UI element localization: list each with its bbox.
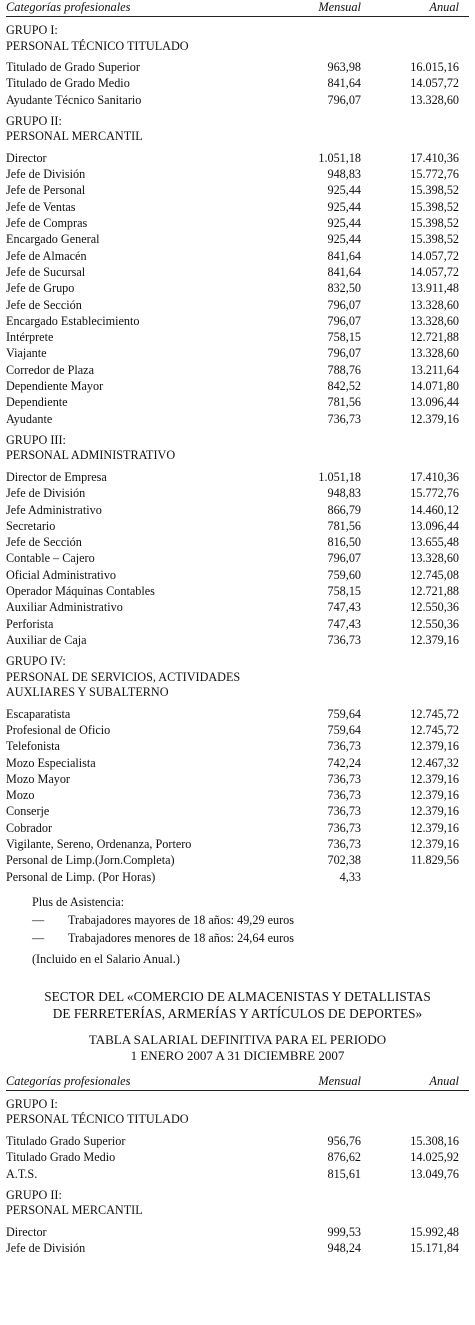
category-cell: Mozo <box>6 788 35 803</box>
table-row <box>6 394 469 410</box>
category-cell: Mozo Mayor <box>6 771 70 786</box>
group-section <box>6 114 469 427</box>
mensual-cell: 948,83 <box>327 167 361 182</box>
mensual-cell: 866,79 <box>327 502 361 517</box>
group-title <box>6 1188 469 1219</box>
category-cell: Titulado Grado Medio <box>6 1150 116 1165</box>
anual-cell: 12.467,32 <box>410 755 459 770</box>
mensual-cell: 832,50 <box>327 281 361 296</box>
mensual-cell: 758,15 <box>327 330 361 345</box>
table-row <box>6 632 469 648</box>
mensual-cell: 925,44 <box>327 232 361 247</box>
anual-cell: 13.211,64 <box>410 362 459 377</box>
table-row <box>6 534 469 550</box>
anual-cell <box>361 869 469 885</box>
mensual-cell: 796,07 <box>327 297 361 312</box>
table-row <box>6 738 469 754</box>
anual-cell: 14.057,72 <box>410 76 459 91</box>
category-cell: Jefe de División <box>6 486 86 501</box>
anual-cell: 14.025,92 <box>410 1150 459 1165</box>
table-row <box>6 599 469 615</box>
mensual-cell: 759,64 <box>327 706 361 721</box>
table-row <box>6 836 469 852</box>
group-title <box>6 433 469 464</box>
table-row <box>6 362 469 378</box>
category-cell: Titulado de Grado Medio <box>6 76 130 91</box>
category-cell: Ayudante <box>6 411 53 426</box>
mensual-cell: 736,73 <box>327 820 361 835</box>
table-row <box>6 469 469 485</box>
category-cell: Ayudante Técnico Sanitario <box>6 92 142 107</box>
group-title-line: GRUPO I: <box>6 23 58 37</box>
mensual-cell: 841,64 <box>327 76 361 91</box>
category-cell: A.T.S. <box>6 1166 38 1181</box>
group-title-line: GRUPO IV: <box>6 654 66 669</box>
header-rule <box>6 1090 469 1091</box>
group-title <box>6 23 469 54</box>
category-cell: Secretario <box>6 518 56 533</box>
category-cell: Encargado General <box>6 232 100 247</box>
mensual-cell: 4,33 <box>339 869 361 884</box>
tabla-line: 1 ENERO 2007 A 31 DICIEMBRE 2007 <box>130 1047 345 1063</box>
mensual-cell: 742,24 <box>327 755 361 770</box>
anual-cell: 16.015,16 <box>410 60 459 74</box>
anual-cell: 15.398,52 <box>410 232 459 247</box>
anual-cell: 12.550,36 <box>410 600 459 615</box>
group-section <box>6 1097 469 1182</box>
category-cell: Perforista <box>6 616 54 631</box>
mensual-cell: 796,07 <box>327 92 361 107</box>
table-row <box>6 502 469 518</box>
sector-heading <box>6 988 469 1022</box>
group-title-line: PERSONAL TÉCNICO TITULADO <box>6 38 189 53</box>
anual-cell: 12.721,88 <box>410 330 459 345</box>
anual-cell: 12.379,16 <box>410 739 459 754</box>
mensual-cell: 736,73 <box>327 771 361 786</box>
group-section <box>6 433 469 648</box>
anual-cell: 13.096,44 <box>410 518 459 533</box>
group-section <box>6 23 469 108</box>
table-row <box>6 803 469 819</box>
anual-cell: 15.171,84 <box>410 1241 459 1256</box>
group-title-line: PERSONAL MERCANTIL <box>6 129 143 144</box>
mensual-cell: 1.051,18 <box>318 469 361 484</box>
mensual-cell: 781,56 <box>327 395 361 410</box>
category-cell: Oficial Administrativo <box>6 567 117 582</box>
table-row <box>6 378 469 394</box>
category-cell: Conserje <box>6 804 50 819</box>
category-cell: Jefe de Sección <box>6 297 82 312</box>
bullet-dash: — <box>32 930 45 945</box>
group-title-line: PERSONAL MERCANTIL <box>6 1203 143 1218</box>
mensual-cell: 925,44 <box>327 199 361 214</box>
mensual-cell: 781,56 <box>327 518 361 533</box>
table-row <box>6 787 469 803</box>
anual-cell: 13.328,60 <box>410 346 459 361</box>
table-row <box>6 199 469 215</box>
anual-cell: 15.772,76 <box>410 167 459 182</box>
category-cell: Auxiliar Administrativo <box>6 600 123 615</box>
mensual-cell: 956,76 <box>327 1133 361 1148</box>
anual-cell: 11.829,56 <box>410 853 459 868</box>
category-cell: Personal de Limp.(Jorn.Completa) <box>6 853 175 868</box>
table-row <box>6 59 469 75</box>
sector-line: SECTOR DEL «COMERCIO DE ALMACENISTAS Y DETALLISTAS <box>44 988 431 1004</box>
group-title-line: AUXLIARES Y SUBALTERNO <box>6 685 169 700</box>
mensual-cell: 963,98 <box>327 60 361 74</box>
anual-cell: 15.772,76 <box>410 486 459 501</box>
category-cell: Jefe de Grupo <box>6 281 75 296</box>
category-cell: Profesional de Oficio <box>6 723 111 737</box>
anual-cell: 13.655,48 <box>410 535 459 550</box>
category-cell: Mozo Especialista <box>6 755 96 770</box>
table-row <box>6 248 469 264</box>
table-row <box>6 297 469 313</box>
notes-footnote: (Incluido en el Salario Anual.) <box>32 951 180 966</box>
table-row <box>6 329 469 345</box>
group-title <box>6 654 469 701</box>
category-cell: Intérprete <box>6 330 54 345</box>
mensual-cell: 796,07 <box>327 346 361 361</box>
anual-cell: 13.328,60 <box>410 551 459 566</box>
anual-cell: 12.745,72 <box>410 723 459 737</box>
anual-cell: 15.398,52 <box>410 183 459 198</box>
category-cell: Personal de Limp. (Por Horas) <box>6 869 156 884</box>
table-row <box>6 166 469 182</box>
mensual-cell: 702,38 <box>327 853 361 868</box>
category-cell: Titulado de Grado Superior <box>6 60 140 74</box>
anual-cell: 12.379,16 <box>410 804 459 819</box>
group-title-line: GRUPO I: <box>6 1096 58 1111</box>
mensual-cell: 796,07 <box>327 551 361 566</box>
anual-cell: 12.379,16 <box>410 820 459 835</box>
salary-table-2006 <box>6 23 469 885</box>
mensual-cell: 736,73 <box>327 739 361 754</box>
anual-cell: 14.460,12 <box>410 502 459 517</box>
category-cell: Contable – Cajero <box>6 551 95 566</box>
mensual-cell: 925,44 <box>327 183 361 198</box>
header-categorias: Categorías profesionales <box>6 1073 131 1088</box>
header-anual: Anual <box>429 0 459 14</box>
anual-cell: 17.410,36 <box>410 150 459 165</box>
mensual-cell: 736,73 <box>327 804 361 819</box>
notes-bullet <box>32 929 469 947</box>
category-cell: Jefe de Sucursal <box>6 264 86 279</box>
table-row <box>6 411 469 427</box>
mensual-cell: 736,73 <box>327 632 361 647</box>
table-header <box>6 0 469 15</box>
category-cell: Cobrador <box>6 820 53 835</box>
anual-cell: 13.328,60 <box>410 313 459 328</box>
table-row <box>6 92 469 108</box>
mensual-cell: 736,73 <box>327 788 361 803</box>
table-row <box>6 771 469 787</box>
bullet-dash: — <box>32 912 45 927</box>
anual-cell: 12.379,16 <box>410 411 459 426</box>
mensual-cell: 876,62 <box>327 1150 361 1165</box>
anual-cell: 15.398,52 <box>410 216 459 231</box>
category-cell: Operador Máquinas Contables <box>6 584 155 599</box>
anual-cell: 13.328,60 <box>410 92 459 107</box>
mensual-cell: 747,43 <box>327 616 361 631</box>
table-row <box>6 485 469 501</box>
mensual-cell: 747,43 <box>327 600 361 615</box>
tabla-heading <box>6 1032 469 1064</box>
category-cell: Encargado Establecimiento <box>6 313 140 328</box>
anual-cell: 17.410,36 <box>410 469 459 484</box>
category-cell: Titulado Grado Superior <box>6 1133 126 1148</box>
table-row <box>6 852 469 868</box>
table-row <box>6 280 469 296</box>
category-cell: Telefonista <box>6 739 60 754</box>
anual-cell: 13.328,60 <box>410 297 459 312</box>
table-row <box>6 345 469 361</box>
category-cell: Jefe de Compras <box>6 216 88 231</box>
table-row <box>6 706 469 722</box>
group-title-line: PERSONAL TÉCNICO TITULADO <box>6 1112 189 1127</box>
table-row <box>6 1240 469 1256</box>
anual-cell: 13.911,48 <box>410 281 459 296</box>
category-cell: Director de Empresa <box>6 469 107 484</box>
category-cell: Corredor de Plaza <box>6 362 94 377</box>
mensual-cell: 788,76 <box>327 362 361 377</box>
anual-cell: 12.721,88 <box>410 584 459 599</box>
table-row <box>6 1166 469 1182</box>
mensual-cell: 1.051,18 <box>318 150 361 165</box>
category-cell: Jefe de División <box>6 167 86 182</box>
category-cell: Jefe de Almacén <box>6 248 87 263</box>
mensual-cell: 759,64 <box>327 723 361 737</box>
anual-cell: 15.398,52 <box>410 199 459 214</box>
mensual-cell: 925,44 <box>327 216 361 231</box>
header-categorias: Categorías profesionales <box>6 0 131 14</box>
mensual-cell: 841,64 <box>327 264 361 279</box>
table-row <box>6 518 469 534</box>
notes-bullet <box>32 911 469 929</box>
header-mensual: Mensual <box>318 0 361 14</box>
category-cell: Jefe de Ventas <box>6 199 76 214</box>
mensual-cell: 948,24 <box>327 1241 361 1256</box>
table-row <box>6 231 469 247</box>
group-title-line: PERSONAL ADMINISTRATIVO <box>6 448 176 463</box>
mensual-cell: 816,50 <box>327 535 361 550</box>
anual-cell: 12.550,36 <box>410 616 459 631</box>
anual-cell: 12.379,16 <box>410 837 459 852</box>
table-row <box>6 264 469 280</box>
category-cell: Jefe de Sección <box>6 535 82 550</box>
notes-title: Plus de Asistencia: <box>32 894 125 909</box>
anual-cell: 14.057,72 <box>410 248 459 263</box>
table-row <box>6 869 469 885</box>
table-row <box>6 755 469 771</box>
table-row <box>6 583 469 599</box>
anual-cell: 12.745,08 <box>410 567 459 582</box>
bullet-text: Trabajadores mayores de 18 años: 49,29 euros <box>68 912 294 927</box>
anual-cell: 12.745,72 <box>410 706 459 721</box>
category-cell: Director <box>6 1224 47 1239</box>
group-title-line: GRUPO II: <box>6 113 62 128</box>
table-row <box>6 550 469 566</box>
table-row <box>6 722 469 738</box>
table-row <box>6 150 469 166</box>
mensual-cell: 796,07 <box>327 313 361 328</box>
table-row <box>6 616 469 632</box>
category-cell: Auxiliar de Caja <box>6 632 87 647</box>
table-row <box>6 567 469 583</box>
table-row <box>6 215 469 231</box>
anual-cell: 15.308,16 <box>410 1133 459 1148</box>
group-title <box>6 1097 469 1128</box>
group-section <box>6 654 469 885</box>
category-cell: Dependiente <box>6 395 68 410</box>
salary-table-2007 <box>6 1097 469 1256</box>
anual-cell: 14.057,72 <box>410 264 459 279</box>
sector-line: DE FERRETERÍAS, ARMERÍAS Y ARTÍCULOS DE DEPORTES» <box>52 1005 423 1021</box>
tabla-line: TABLA SALARIAL DEFINITIVA PARA EL PERIODO <box>88 1031 387 1047</box>
table-row <box>6 75 469 91</box>
group-section <box>6 1188 469 1257</box>
group-title-line: GRUPO II: <box>6 1187 62 1202</box>
category-cell: Jefe Administrativo <box>6 502 102 517</box>
table-row <box>6 820 469 836</box>
table-row <box>6 313 469 329</box>
table-header <box>6 1074 469 1089</box>
table-row <box>6 182 469 198</box>
mensual-cell: 759,60 <box>327 567 361 582</box>
anual-cell: 12.379,16 <box>410 632 459 647</box>
category-cell: Director <box>6 150 47 165</box>
category-cell: Vigilante, Sereno, Ordenanza, Portero <box>6 837 192 852</box>
bullet-text: Trabajadores menores de 18 años: 24,64 euros <box>68 930 294 945</box>
anual-cell: 14.071,80 <box>410 379 459 394</box>
mensual-cell: 736,73 <box>327 411 361 426</box>
mensual-cell: 758,15 <box>327 584 361 599</box>
table-row <box>6 1133 469 1149</box>
group-title-line: PERSONAL DE SERVICIOS, ACTIVIDADES <box>6 669 241 684</box>
mensual-cell: 841,64 <box>327 248 361 263</box>
anual-cell: 12.379,16 <box>410 788 459 803</box>
table-row <box>6 1224 469 1240</box>
category-cell: Jefe de División <box>6 1241 86 1256</box>
header-anual: Anual <box>429 1073 459 1088</box>
header-rule <box>6 16 469 17</box>
mensual-cell: 736,73 <box>327 837 361 852</box>
mensual-cell: 948,83 <box>327 486 361 501</box>
group-title-line: GRUPO III: <box>6 432 66 447</box>
category-cell: Escaparatista <box>6 706 71 721</box>
category-cell: Viajante <box>6 346 47 361</box>
plus-asistencia-notes <box>6 893 469 968</box>
anual-cell: 13.049,76 <box>410 1166 459 1181</box>
anual-cell: 13.096,44 <box>410 395 459 410</box>
header-mensual: Mensual <box>318 1073 361 1088</box>
mensual-cell: 999,53 <box>327 1224 361 1239</box>
mensual-cell: 815,61 <box>327 1166 361 1181</box>
category-cell: Jefe de Personal <box>6 183 86 198</box>
mensual-cell: 842,52 <box>327 379 361 394</box>
table-row <box>6 1149 469 1165</box>
category-cell: Dependiente Mayor <box>6 379 104 394</box>
anual-cell: 15.992,48 <box>410 1224 459 1239</box>
anual-cell: 12.379,16 <box>410 771 459 786</box>
group-title <box>6 114 469 145</box>
